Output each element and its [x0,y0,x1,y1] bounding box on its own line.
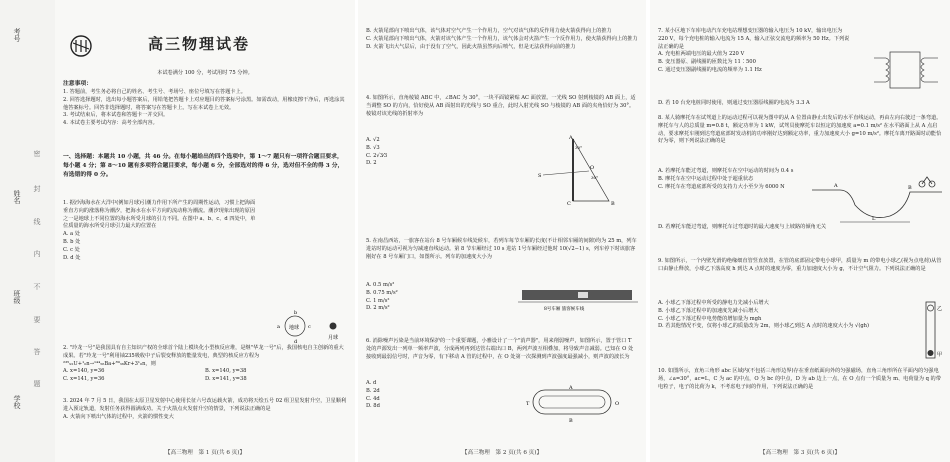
exam-title: 高三物理试卷 [148,35,251,53]
seal-char: 封 [33,185,41,192]
fig-label-angle-1: 30° [575,145,583,150]
q6-option: B. 2d [366,387,380,394]
question-2-text: 2. "玲龙一号"是我国具有自主知识产权的全球首个陆上模块化小型核反应堆，是继"华龙一号"后，我国核电自主创新的重大成果。若"玲龙一号"利用铀235吸收中子后裂变释放的能量发电，典型的核反应方程为 ²³⁵₉₂U+¹₀n→¹⁴⁴₅₆Ba+⁸⁹₃₆Kr+3¹₀n，则 [63,345,344,367]
q8-option: B. 摩托车在空中运动过程中处于超重状态 [658,175,754,182]
q6-option: A. d [366,380,377,386]
q4-option: A. √2 [366,137,380,143]
question-4-text: 4. 如图所示，直角棱镜 ABC 中，∠BAC 为 30°，一块平面镜紧贴 AC 面放置。一光线 SO 射到棱镜的 AB 面上，适当调整 SO 的方向，恰好使从 AB 面射出的光线与 SO 重合，此时入射光线 SO 与棱镜的 AB 面的夹角恰好为 30°。棱镜对该光线的折射率为 [366,95,636,117]
q2-option: A. x=140, y=36 [63,368,105,375]
seal-char: 不 [33,283,41,290]
q4-option: C. 2√3⁄3 [366,152,388,159]
question-4 [358,95,646,118]
secondary-coil [921,58,924,82]
transformer-core [890,52,920,88]
fig-label-l: L [872,216,876,222]
q9-option: C. 小球乙下落过程中电势能的增加量为 mgh [658,315,762,322]
moon-label: 月球 [328,335,339,341]
fig-label-o: O [590,165,595,171]
q1-option: D. d 处 [63,254,81,261]
q1-option: C. c 处 [63,246,80,253]
label-class: 班级 [13,290,21,304]
q2-options-row [63,368,347,376]
earth-label: 地球 [289,325,300,331]
exam-logo-icon [67,35,95,57]
question-10 [650,368,950,391]
q8-options [650,168,810,191]
q6-muffler-figure [523,384,623,426]
fig-label-yi: 乙 [937,306,943,312]
q4-prism-figure [533,135,628,207]
question-7 [650,28,860,75]
q7-option: A. 充电桩两端电压的最大值为 220 V [658,51,745,58]
q7-option: C. 通过变压器副线圈的电流的频率为 1.1 Hz [658,66,762,73]
q3-option: D. 火箭飞出大气层后，由于没有了空气，因此火箭虽然向后喷气，但是无法获得向前的推力 [366,43,576,50]
point-d-label: d [294,339,298,345]
question-10-text: 10. 如图所示，直角三角形 abc 区域内(不包括三角形边界)存在垂直纸面向外的匀强磁场，直角三角形所在平面内的匀强电场，∠a=30°，ac=L，C 为 ac 的中点，O 为 bc 的中点，D 为 ab 边上一点，在 O 点有一个质量为 m、电荷量为 q 的带电粒子，电子的比荷为 k，不考虑电子间的作用，下列说法正确的是 [658,368,941,390]
q5-options [358,282,496,313]
q9-option: D. 若其他情况不变，仅将小球乙的质量改为 2m，则小球乙到达 A 点时的速度大小为 √(gh) [658,323,870,330]
q8-track-figure [810,170,945,225]
tube-outline [926,302,935,358]
q9-option: A. 小球乙下落过程中所受的静电力先减小后增大 [658,300,769,306]
question-6-text: 6. 消除噪声污染是当前环境保护的一个重要课题，小雅设计了一个"消声器"，用来削弱噪声，如图所示，置于管口 T 处的声源发出一列单一频率声波，分成两列再到达管右端出口 B，两列声波互相叠加，将导致声音减弱。已知在 O 处接收到最弱信号时，声音为零，有下移动 A 管的过程中，在 O 处第一次探测到声波强度最强减小，则声波的波长为 [366,338,634,360]
label-name: 姓名 [13,190,21,204]
q6-option: C. 4d [366,395,380,402]
fig-label-jia: 甲 [937,352,943,358]
page-2 [358,0,646,462]
notice-item: 2. 回答选择题时，选出每小题答案后，用铅笔把答题卡上对应题目的答案标号涂黑。如需改动，用橡皮擦干净后，再选涂其他答案标号。回答非选择题时，将答案写在答题卡上。写在本试卷上无效。 [63,96,345,111]
seal-char: 线 [33,218,41,225]
tube-outline [533,390,611,414]
question-6 [358,338,646,361]
notice-item: 4. 本试卷主要考试内容：高考全部内容。 [63,120,158,127]
train-caption: 8号车厢 旅客候车线 [544,307,585,312]
q1-option: B. b 处 [63,238,81,245]
q8-option-d: D. 若摩托车能过弯道，则摩托车过弯道时的最大速度与上坡路的倾角无关 [658,224,827,230]
page-3 [650,0,950,462]
q7-option: B. 变压器原、副线圈的匝数比为 11∶500 [658,59,756,66]
page-footer: 【高三物理 第 2 页(共 6 页)】 [461,450,543,456]
q7-transformer-figure [872,50,942,90]
q3-option: B. 火箭尾部向下喷出气体，该气体对空气产生一个作用力，空气对该气体的反作用力使火箭获得向上的推力 [366,28,612,34]
fig-label-angle-2: 30° [591,175,599,180]
fig-label-a: A [834,183,838,189]
motorcycle-icon [922,177,932,184]
train-door [578,292,588,298]
page-footer: 【高三物理 第 3 页(共 6 页)】 [759,450,841,456]
q2-option: D. x=141, y=38 [205,376,247,383]
q1-option: A. a 处 [63,231,80,238]
question-9 [650,258,950,274]
exam-subtitle: 本试卷满分 100 分，考试用时 75 分钟。 [157,70,253,76]
question-7-text: 7. 某小区地下车库电动汽车充电站理想变压器的输入电压为 10 kV，输出电压为 220 V，每个充电桩的输入电流为 15 A，输入正弦交流电的频率为 50 Hz。下列说法正确的是 [658,28,850,50]
q5-option: D. 2 m/s² [366,305,390,312]
ray-line [543,171,589,175]
fig-label-b: B [569,418,573,424]
fig-label-t: T [526,401,530,407]
seal-char: 答 [33,348,41,355]
q7-option-d: D. 若 10 台充电桩同时使用，则通过变压器原线圈的电流为 3.3 A [658,100,810,106]
fig-label-a: A [569,385,573,391]
notice-block [55,80,355,128]
q2-options-row [63,376,347,384]
seal-char: 题 [33,380,41,387]
point-c-label: c [308,324,311,330]
seal-char: 密 [33,150,41,157]
q3-option: A. 火箭向下喷出气体的过程中，火箭的惯性变大 [63,413,174,420]
question-3-text: 3. 2024 年 7 月 5 日，我国在太原卫星发射中心使用长征六号改运载火箭，成功将天绘五号 02 组卫星发射升空，卫星顺利进入预定轨道，发射任务获得圆满成功。关于火箭点火发射升空的情景，下列说法正确的是 [63,398,347,412]
question-2 [55,345,355,384]
q2-option: B. x=140, y=38 [205,368,247,375]
q3-option: C. 火箭尾部向下喷出气体，火箭对该气体产生一个作用力，该气体会对火箭产生一个反作用力，使火箭获得向上的推力 [366,35,638,42]
question-5 [358,238,646,261]
fig-label-b: B [611,201,615,207]
q5-option: B. 0.75 m/s² [366,289,398,296]
tube-inner [539,396,605,408]
q1-figure [275,308,345,346]
question-1 [55,200,265,262]
q5-option: C. 1 m/s² [366,297,390,304]
section-one-heading [55,153,355,180]
point-b-label: b [294,310,298,316]
moon-icon [330,323,337,330]
notice-item: 1. 答题前，考生务必将自己的姓名、考生号、考场号、座位号填写在答题卡上。 [63,88,246,95]
q6-options [358,380,496,411]
label-school: 学校 [13,395,21,409]
binding-strip [0,0,56,462]
point-a-label: a [277,324,280,330]
fig-label-b: B [908,185,912,191]
q9-options [650,300,880,331]
fig-label-o: O [615,401,620,407]
track-path [812,190,942,218]
fig-label-s: S [538,173,542,179]
question-8 [650,115,950,146]
q9-option: B. 小球乙下落过程中的加速度先减小后增大 [658,307,759,314]
primary-coil [886,58,889,82]
question-3-continued [358,28,646,51]
exam-title-box [140,33,258,56]
q2-option: C. x=141, y=36 [63,376,105,383]
q5-train-figure [518,288,638,312]
fig-label-a: A [569,135,573,141]
page-footer: 【高三物理 第 1 页(共 6 页)】 [164,450,246,456]
q4-option: D. 2 [366,160,377,167]
question-9-text: 9. 如图所示，一个内壁光滑的绝缘细直管竖直放置，在管的底部固定带电小球甲，质量为 m 的带电小球乙(视为点电荷)从管口由静止释放，小球乙下落高度 h 到达 A 点时的速度为零，重力加速度大小为 g，不计空气阻力。下列说法正确的是 [658,258,942,272]
seal-char: 内 [33,250,41,257]
q6-option: D. 8d [366,403,380,410]
q5-option: A. 0.5 m/s² [366,282,395,288]
ball-jia [928,350,934,356]
fig-label-c: C [567,201,571,207]
q9-tube-figure [918,300,944,362]
notice-item: 3. 考试结束后，将本试卷和答题卡一并交回。 [63,112,169,119]
page-1 [55,0,355,462]
notice-heading: 注意事项： [63,81,92,87]
train-body [522,290,632,300]
q8-option: C. 摩托车在弯道底部所受的支持力大小至少为 6000 N [658,183,785,190]
seal-char: 要 [33,316,41,323]
section-one-text: 一、选择题：本题共 10 小题，共 46 分。在每小题给出的四个选项中，第 1～7 题只有一项符合题目要求，每小题 4 分；第 8～10 题有多项符合题目要求，每小题 6 分，全部选对的得 6 分，选对但不全的得 3 分，有选错的得 0 分。 [63,154,344,178]
ball-yi [928,305,934,311]
question-1-text: 1. 据沙海海水在大洋中(例如月球)引潮力作用下所产生的周期性运动，习惯上把海面垂直方向的涨落称为潮汐，把海水在水平方向的流动称为潮流。潮汐现象出现的原因之一是地球上不同位置的海水所受月球的引力不同。在图中 a、b、c、d 四处中，单位质量的海水所受月球引力最大的位置在 [63,200,256,230]
label-exam-number: 考号 [13,28,21,42]
question-3 [55,398,355,421]
question-8-text: 8. 某人骑摩托车在试驾道上的运动过程可以视为图中的从 A 位置由静止出发后的水平直线运动，再由左向右驶过一条弯道。摩托车与人的总质量 m=0.8 t，额定功率为 1 kW，试驾员使摩托车以恒定的加速度 a=0.1 m/s² 在水平路面上从 A 点启动，要求摩托车刚到达弯道底部时发动机的功率刚好达到额定功率，重力加速度大小 g=10 m/s²。摩托车离开路面时动能恰好为零，则下列说法正确的是 [658,115,942,145]
q4-option: B. √3 [366,144,380,151]
question-5-text: 5. 在南昌西站，一旅客在站台 8 号车厢候车线处候车，若列车每节车厢的长度(不计相邻车厢的间隙)均为 25 m，列车进站时的运动可视为匀减速直线运动。第 8 节车厢经过 10 s 进站 1号车厢经过他时 10(√2−1) s，列车停下时该旅客刚好在 8 号车厢门口，如图所示。列车的加速度大小为 [366,238,637,260]
q8-option: A. 若摩托车能过弯道，则摩托车在空中运动的时间为 0.4 s [658,168,794,174]
q4-options [358,137,496,168]
